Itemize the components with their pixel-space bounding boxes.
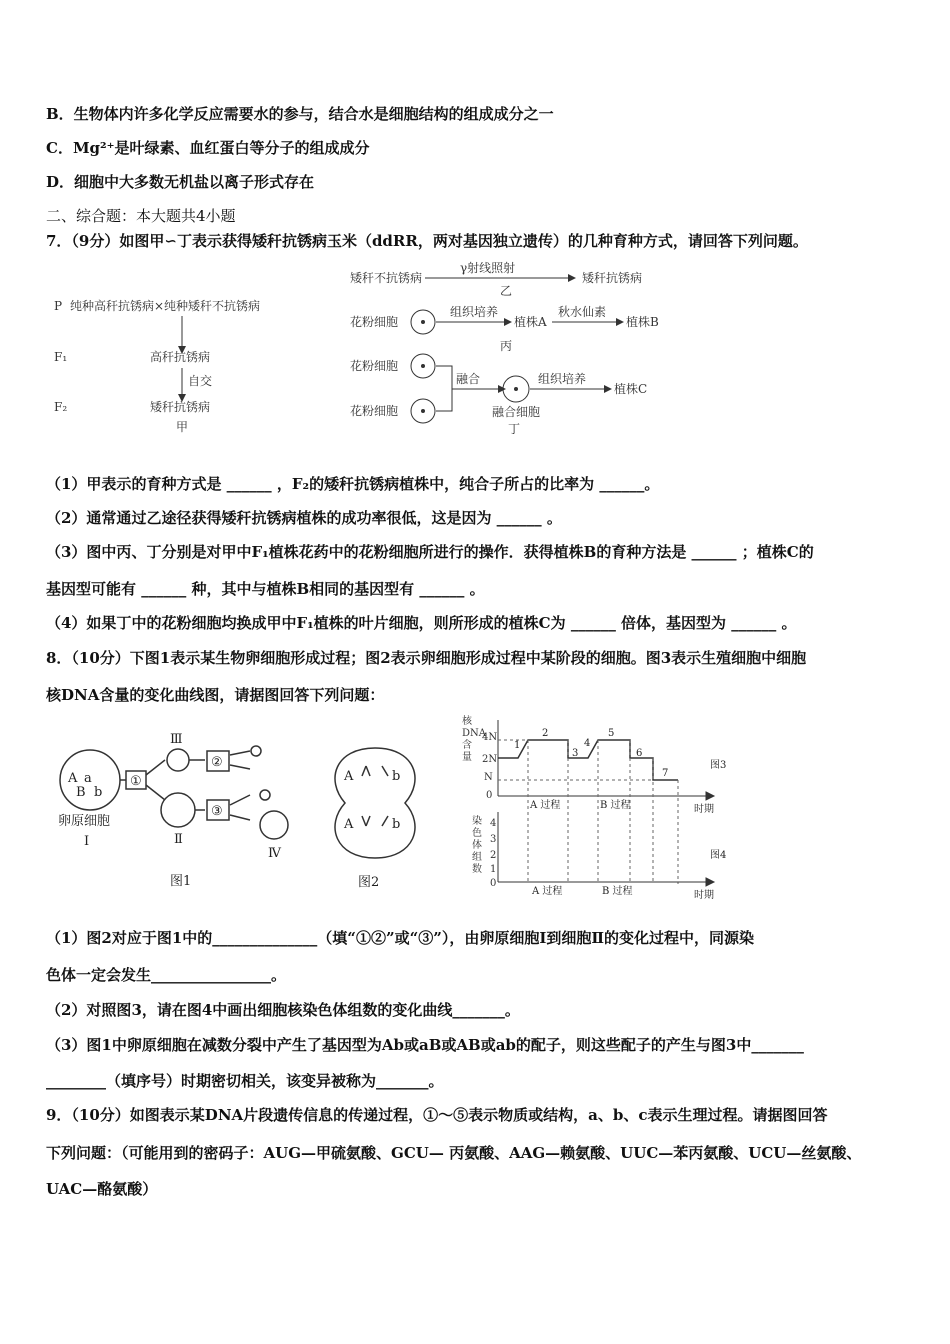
- ding-name: 丁: [508, 422, 521, 436]
- oogonium-label: 卵原细胞: [58, 814, 111, 829]
- fig2-allele-b-top: b: [392, 769, 401, 784]
- q7-sub1: （1）甲表示的育种方式是 ______ ，F₂的矮秆抗锈病植株中，纯合子所占的比率为 ______。: [46, 475, 660, 493]
- q7-sub3a: （3）图中丙、丁分别是对甲中F₁植株花药中的花粉细胞所进行的操作．获得植株B的育种方法是 ______ ；植株C的: [46, 543, 814, 561]
- fig3-ylabel-2: DNA: [462, 728, 486, 739]
- fig4-ylabel-2: 色: [472, 828, 482, 839]
- fig3-y4n: 4N: [482, 732, 498, 743]
- fig3-ylabel-1: 核: [462, 716, 472, 727]
- allele-a: a: [84, 771, 92, 786]
- ding-cell-1: 花粉细胞: [350, 359, 399, 373]
- jia-f1: 高秆抗锈病: [150, 350, 211, 364]
- fig3-proc-b: B 过程: [600, 800, 631, 811]
- jia-selfing: 自交: [188, 374, 213, 388]
- option-c: C．Mg²⁺是叶绿素、血红蛋白等分子的组成成分: [46, 139, 370, 157]
- q7-sub4: （4）如果丁中的花粉细胞均换成甲中F₁植株的叶片细胞，则所形成的植株C为 ______ 倍体，基因型为 ______ 。: [46, 614, 797, 632]
- q8-stem-2: 核DNA含量的变化曲线图，请据图回答下列问题：: [46, 686, 385, 704]
- q8-figure-3-4: [458, 712, 778, 902]
- fig3-yn: N: [484, 772, 493, 783]
- fig3-xlabel: 时期: [694, 804, 714, 815]
- jia-p-label: P: [54, 299, 63, 313]
- jia-name: 甲: [176, 420, 189, 434]
- fig4-ylabel-1: 染: [472, 816, 482, 827]
- label-II: Ⅱ: [174, 832, 183, 847]
- fig3-y0: 0: [486, 790, 493, 801]
- fig3-ylabel-3: 含: [462, 740, 472, 751]
- fig4-ytick-2: 2: [490, 850, 497, 861]
- fig3-caption: 图3: [710, 760, 727, 771]
- option-d: D．细胞中大多数无机盐以离子形式存在: [46, 173, 315, 191]
- oogonium-roman: Ⅰ: [84, 834, 90, 849]
- q8-figure-2: [320, 740, 430, 900]
- allele-B: B: [76, 785, 86, 800]
- fig1-caption: 图1: [170, 874, 192, 889]
- ding-cell-2: 花粉细胞: [350, 404, 399, 418]
- fig3-ylabel-4: 量: [462, 752, 472, 763]
- ding-fused-cell: 融合细胞: [492, 405, 541, 419]
- jia-p-cross: 纯种高秆抗锈病×纯种矮秆不抗锈病: [70, 299, 261, 313]
- q8-sub1a: （1）图2对应于图1中的______________（填“①②”或“③”），由卵原细胞Ⅰ到细胞Ⅱ的变化过程中，同源染: [46, 929, 754, 947]
- q7-stem: 7．（9分）如图甲∽丁表示获得矮秆抗锈病玉米（ddRR，两对基因独立遗传）的几种育种方式，请回答下列问题。: [46, 232, 808, 250]
- bing-plant-b: 植株B: [626, 315, 659, 329]
- fig4-proc-b: B 过程: [602, 886, 633, 897]
- option-b: B．生物体内许多化学反应需要水的参与，结合水是细胞结构的组成成分之一: [46, 105, 554, 123]
- q8-sub1b: 色体一定会发生________________。: [46, 966, 287, 984]
- q8-stem-1: 8．（10分）下图1表示某生物卵细胞形成过程；图2表示卵细胞形成过程中某阶段的细胞。图3表示生殖细胞中细胞: [46, 649, 807, 667]
- fig4-ylabel-5: 数: [472, 864, 482, 875]
- ding-culture: 组织培养: [538, 372, 587, 386]
- fig3-stage-2: 2: [542, 728, 549, 739]
- fig4-caption: 图4: [710, 850, 727, 861]
- jia-f1-label: F₁: [54, 350, 68, 364]
- fig3-y2n: 2N: [482, 754, 498, 765]
- fig3-stage-4: 4: [584, 738, 591, 749]
- label-3: ③: [211, 804, 223, 819]
- fig3-stage-7: 7: [662, 768, 669, 779]
- q9-stem-2: 下列问题：（可能用到的密码子：AUG—甲硫氨酸、GCU— 丙氨酸、AAG—赖氨酸、UUC—苯丙氨酸、UCU—丝氨酸、: [46, 1144, 862, 1162]
- fig2-allele-A-top: A: [344, 769, 354, 784]
- yi-start: 矮秆不抗锈病: [350, 271, 423, 285]
- fig3-proc-a: A 过程: [530, 800, 561, 811]
- fig3-stage-3: 3: [572, 748, 579, 759]
- label-1: ①: [130, 774, 142, 789]
- section-heading: 二、综合题：本大题共4小题: [46, 207, 236, 225]
- fig4-ytick-1: 1: [490, 864, 497, 875]
- fig4-ytick-0: 0: [490, 878, 497, 889]
- allele-A: A: [68, 771, 78, 786]
- q9-stem-3: UAC—酪氨酸）: [46, 1180, 158, 1198]
- bing-name: 丙: [500, 339, 513, 353]
- fig2-allele-A-bottom: A: [344, 817, 354, 832]
- yi-name: 乙: [500, 284, 513, 298]
- label-IV: Ⅳ: [268, 846, 281, 861]
- q7-breeding-figure: [40, 258, 700, 438]
- yi-arrow-label: γ射线照射: [460, 261, 516, 275]
- ding-fusion: 融合: [456, 372, 481, 386]
- bing-cell: 花粉细胞: [350, 315, 399, 329]
- q7-sub3b: 基因型可能有 ______ 种，其中与植株B相同的基因型有 ______ 。: [46, 580, 485, 598]
- jia-f2-label: F₂: [54, 400, 68, 414]
- fig4-ylabel-4: 组: [472, 852, 482, 863]
- q7-sub2: （2）通常通过乙途径获得矮秆抗锈病植株的成功率很低，这是因为 ______ 。: [46, 509, 562, 527]
- fig4-ytick-3: 3: [490, 834, 497, 845]
- bing-colchicine: 秋水仙素: [558, 305, 607, 319]
- bing-culture: 组织培养: [450, 305, 499, 319]
- q8-sub3a: （3）图1中卵原细胞在减数分裂中产生了基因型为Ab或aB或AB或ab的配子，则这些配子的产生与图3中_______: [46, 1036, 804, 1054]
- q8-sub2: （2）对照图3，请在图4中画出细胞核染色体组数的变化曲线_______。: [46, 1001, 520, 1019]
- allele-b: b: [94, 785, 103, 800]
- fig3-stage-6: 6: [636, 748, 643, 759]
- fig4-ylabel-3: 体: [472, 840, 482, 851]
- jia-f2: 矮秆抗锈病: [150, 400, 211, 414]
- fig4-ytick-4: 4: [490, 818, 497, 829]
- fig3-stage-5: 5: [608, 728, 615, 739]
- yi-end: 矮秆抗锈病: [582, 271, 643, 285]
- q8-figure-1: [50, 725, 310, 895]
- fig3-stage-1: 1: [514, 740, 521, 751]
- label-2: ②: [211, 755, 223, 770]
- ding-plant-c: 植株C: [614, 382, 648, 396]
- bing-plant-a: 植株A: [514, 315, 547, 329]
- q9-stem-1: 9．（10分）如图表示某DNA片段遗传信息的传递过程，①～⑤表示物质或结构，a、b、c表示生理过程。请据图回答: [46, 1106, 828, 1124]
- fig2-allele-b-bottom: b: [392, 817, 401, 832]
- fig4-xlabel: 时期: [694, 890, 714, 901]
- q8-sub3b: ________（填序号）时期密切相关，该变异被称为_______。: [46, 1072, 444, 1090]
- fig4-proc-a: A 过程: [532, 886, 563, 897]
- fig2-caption: 图2: [358, 875, 380, 890]
- label-III: Ⅲ: [170, 732, 183, 747]
